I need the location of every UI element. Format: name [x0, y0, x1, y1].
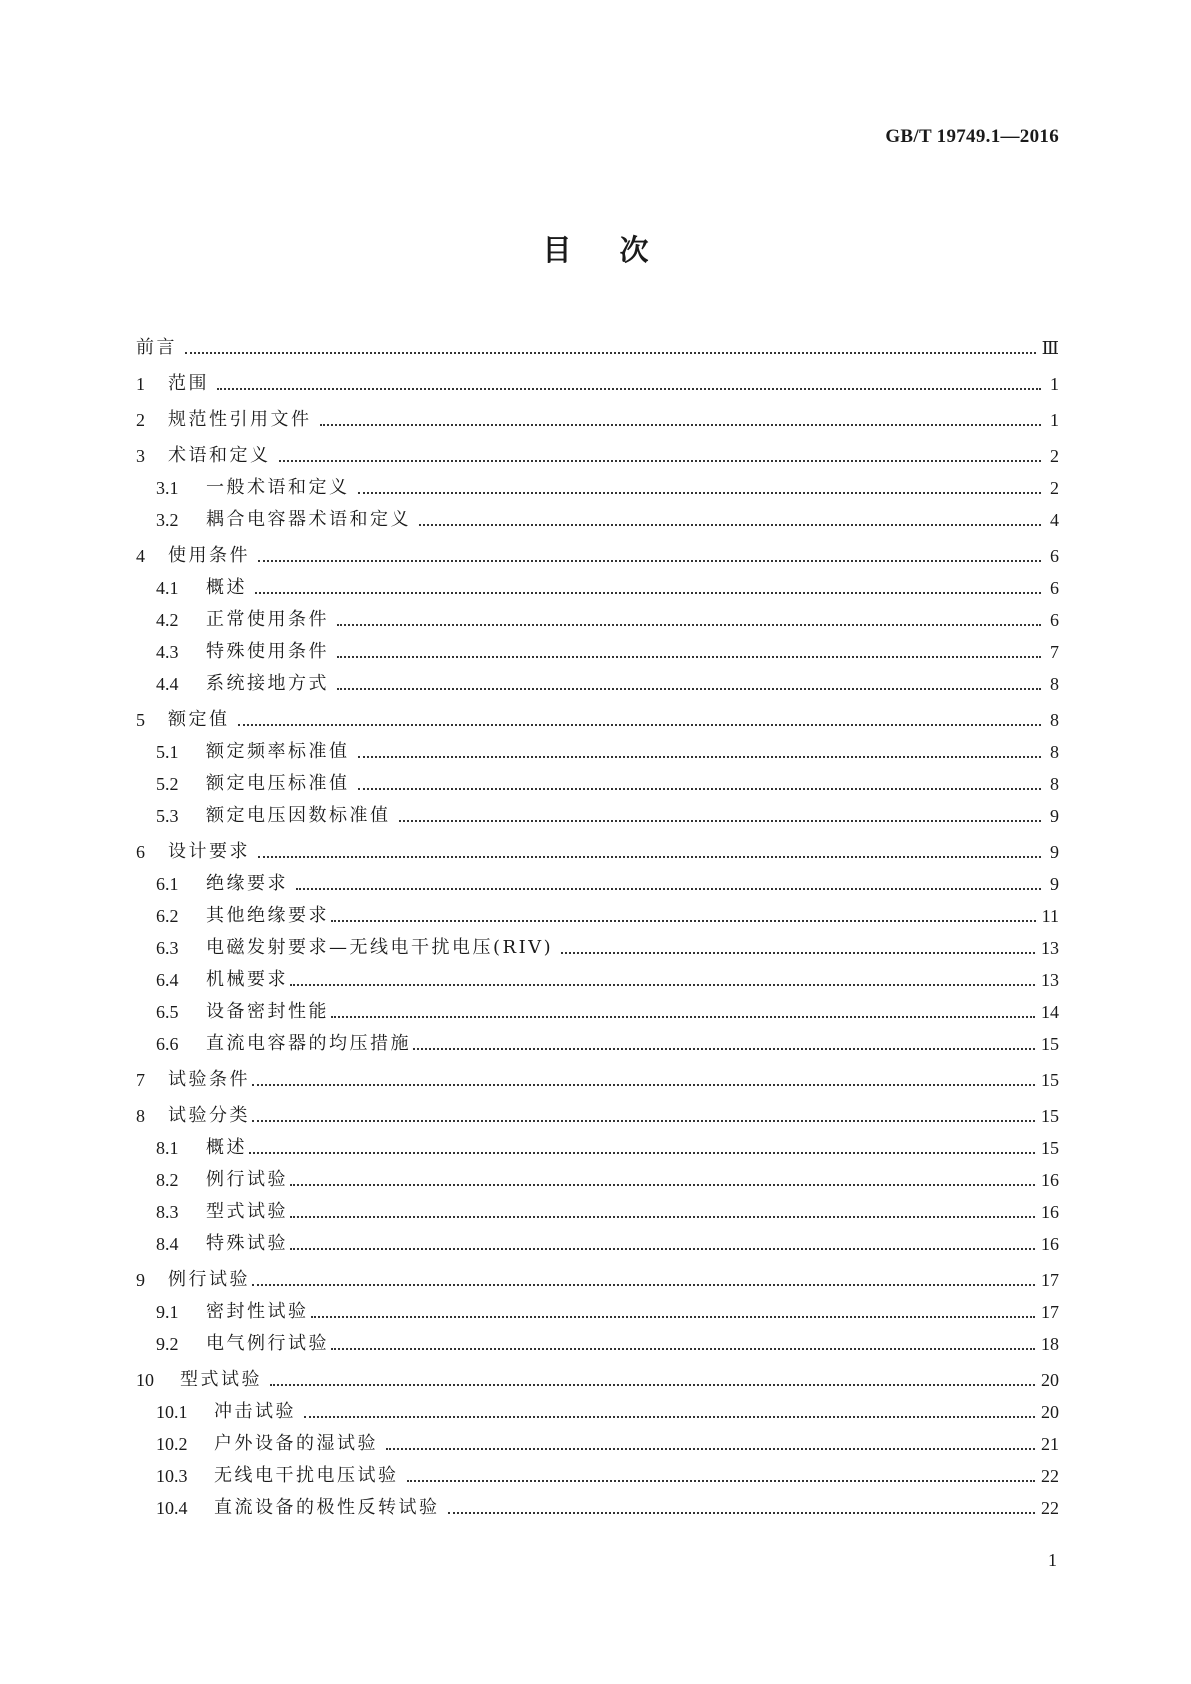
- toc-leader-dots: [249, 1151, 1035, 1154]
- toc-entry-number: 6.3: [156, 938, 179, 958]
- toc-entry-title: 户外设备的湿试验: [214, 1433, 378, 1454]
- toc-entry-page: 20: [1041, 1402, 1059, 1422]
- toc-entry-page: 6: [1050, 578, 1059, 598]
- toc-entry-number: 4.3: [156, 642, 179, 662]
- toc-entry-number: 9.2: [156, 1334, 179, 1354]
- toc-entry-page: 15: [1041, 1138, 1059, 1158]
- toc-leader-dots: [386, 1447, 1035, 1450]
- toc-entry-page: 16: [1041, 1234, 1059, 1254]
- toc-entry-number: 6.6: [156, 1034, 179, 1054]
- toc-entry-title: 型式试验: [180, 1369, 262, 1390]
- toc-entry-title: 系统接地方式: [206, 673, 329, 694]
- toc-entry-title: 直流设备的极性反转试验: [214, 1497, 440, 1518]
- toc-leader-dots: [270, 1383, 1035, 1386]
- toc-leader-dots: [331, 919, 1036, 922]
- toc-entry-title: 试验条件: [168, 1069, 250, 1090]
- toc-entry-title: 额定电压标准值: [206, 773, 350, 794]
- toc-entry-number: 4.4: [156, 674, 179, 694]
- toc-entry[interactable]: [136, 1456, 1059, 1488]
- toc-entry-title: 设备密封性能: [206, 1001, 329, 1022]
- toc-leader-dots: [448, 1511, 1036, 1514]
- toc-leader-dots: [407, 1479, 1036, 1482]
- toc-entry-page: 13: [1041, 938, 1059, 958]
- toc-entry[interactable]: [136, 864, 1059, 896]
- toc-entry-page: 22: [1041, 1498, 1059, 1518]
- toc-entry-page: 1: [1050, 374, 1059, 394]
- toc-entry-page: 7: [1050, 642, 1059, 662]
- toc-title: 目次: [542, 233, 697, 267]
- toc-leader-dots: [561, 951, 1035, 954]
- toc-entry-page: 16: [1041, 1170, 1059, 1190]
- toc-entry[interactable]: [136, 1160, 1059, 1192]
- toc-entry-title: 直流电容器的均压措施: [206, 1033, 411, 1054]
- toc-entry-title: 耦合电容器术语和定义: [206, 509, 411, 530]
- toc-entry-page: 11: [1041, 906, 1059, 926]
- toc-leader-dots: [279, 459, 1042, 462]
- toc-entry-page: 9: [1050, 874, 1059, 894]
- toc-entry[interactable]: [136, 468, 1059, 500]
- toc-entry[interactable]: [136, 1257, 1059, 1292]
- toc-entry[interactable]: [136, 1324, 1059, 1356]
- toc-entry-number: 6.1: [156, 874, 179, 894]
- toc-leader-dots: [304, 1415, 1035, 1418]
- toc-entry[interactable]: [136, 829, 1059, 864]
- toc-entry-page: 20: [1041, 1370, 1059, 1390]
- toc-entry-title: 概述: [206, 577, 247, 598]
- toc-entry-page: 6: [1050, 610, 1059, 630]
- toc-entry-title: 额定电压因数标准值: [206, 805, 391, 826]
- toc-leader-dots: [290, 1183, 1035, 1186]
- toc-entry-title: 额定频率标准值: [206, 741, 350, 762]
- toc-entry-title: 规范性引用文件: [168, 409, 312, 430]
- toc-entry-title: 电气例行试验: [206, 1333, 329, 1354]
- toc-entry-number: 1: [136, 374, 145, 394]
- toc-entry-title: 额定值: [168, 709, 230, 730]
- toc-leader-dots: [419, 523, 1041, 526]
- standard-number: GB/T 19749.1—2016: [885, 126, 1059, 147]
- toc-entry-number: 5.1: [156, 742, 179, 762]
- toc-entry-number: 10.1: [156, 1402, 188, 1422]
- toc-entry[interactable]: [136, 992, 1059, 1024]
- toc-entry-page: 15: [1041, 1106, 1059, 1126]
- toc-entry-title: 前言: [136, 337, 177, 358]
- toc-entry-number: 10.4: [156, 1498, 188, 1518]
- toc-entry[interactable]: [136, 1128, 1059, 1160]
- toc-leader-dots: [358, 755, 1042, 758]
- toc-entry-number: 3.1: [156, 478, 179, 498]
- toc-entry-page: 13: [1041, 970, 1059, 990]
- toc-entry[interactable]: [136, 600, 1059, 632]
- toc-leader-dots: [258, 855, 1041, 858]
- toc-entry[interactable]: [136, 632, 1059, 664]
- toc-leader-dots: [258, 559, 1041, 562]
- toc-entry[interactable]: [136, 1392, 1059, 1424]
- toc-entry-page: 8: [1050, 674, 1059, 694]
- toc-leader-dots: [413, 1047, 1035, 1050]
- toc-entry-number: 6.2: [156, 906, 179, 926]
- toc-entry-title: 冲击试验: [214, 1401, 296, 1422]
- toc-entry[interactable]: [136, 764, 1059, 796]
- toc-entry[interactable]: [136, 397, 1059, 432]
- toc-entry[interactable]: [136, 732, 1059, 764]
- toc-entry-page: 17: [1041, 1302, 1059, 1322]
- toc-entry[interactable]: [136, 1192, 1059, 1224]
- toc-entry-number: 7: [136, 1070, 145, 1090]
- toc-entry[interactable]: [136, 697, 1059, 732]
- toc-entry-title: 机械要求: [206, 969, 288, 990]
- toc-entry-number: 9: [136, 1270, 145, 1290]
- toc-leader-dots: [320, 423, 1042, 426]
- toc-leader-dots: [238, 723, 1042, 726]
- toc-entry-title: 试验分类: [168, 1105, 250, 1126]
- toc-leader-dots: [296, 887, 1041, 890]
- toc-entry[interactable]: [136, 1057, 1059, 1092]
- toc-entry-title: 其他绝缘要求: [206, 905, 329, 926]
- toc-entry[interactable]: [136, 568, 1059, 600]
- toc-entry-title: 密封性试验: [206, 1301, 309, 1322]
- toc-leader-dots: [337, 623, 1041, 626]
- toc-entry-title: 概述: [206, 1137, 247, 1158]
- toc-entry[interactable]: [136, 1224, 1059, 1256]
- toc-entry-title: 一般术语和定义: [206, 477, 350, 498]
- toc-entry[interactable]: [136, 664, 1059, 696]
- toc-entry-page: 1: [1050, 410, 1059, 430]
- toc-entry-number: 4: [136, 546, 145, 566]
- toc-entry-title: 正常使用条件: [206, 609, 329, 630]
- toc-entry-page: 2: [1050, 478, 1059, 498]
- toc-entry[interactable]: [136, 1093, 1059, 1128]
- toc-entry-title: 特殊试验: [206, 1233, 288, 1254]
- toc-entry-title: 绝缘要求: [206, 873, 288, 894]
- toc-entry-page: 9: [1050, 842, 1059, 862]
- toc-entry-title: 范围: [168, 373, 209, 394]
- toc-entry[interactable]: [136, 796, 1059, 828]
- toc-entry-number: 4.2: [156, 610, 179, 630]
- toc-entry-number: 3: [136, 446, 145, 466]
- toc-entry-number: 8: [136, 1106, 145, 1126]
- toc-entry-title: 术语和定义: [168, 445, 271, 466]
- toc-entry-title: 特殊使用条件: [206, 641, 329, 662]
- toc-entry[interactable]: [136, 336, 1059, 360]
- toc-entry-number: 2: [136, 410, 145, 430]
- toc-entry[interactable]: [136, 500, 1059, 532]
- toc-entry-page: Ⅲ: [1041, 338, 1059, 358]
- toc-entry[interactable]: [136, 928, 1059, 960]
- toc-entry[interactable]: [136, 1292, 1059, 1324]
- toc-entry-title: 电磁发射要求—无线电干扰电压(RIV): [206, 937, 554, 958]
- toc-entry-page: 15: [1041, 1034, 1059, 1054]
- toc-entry-number: 10: [136, 1370, 154, 1390]
- toc-entry-number: 10.2: [156, 1434, 188, 1454]
- toc-entry-number: 5: [136, 710, 145, 730]
- toc-entry-title: 例行试验: [206, 1169, 288, 1190]
- toc-entry-page: 8: [1050, 710, 1059, 730]
- table-of-contents: [136, 336, 1059, 1520]
- toc-entry-number: 5.3: [156, 806, 179, 826]
- toc-entry-page: 4: [1050, 510, 1059, 530]
- toc-leader-dots: [255, 591, 1041, 594]
- toc-entry-title: 无线电干扰电压试验: [214, 1465, 399, 1486]
- toc-entry-title: 使用条件: [168, 545, 250, 566]
- toc-leader-dots: [337, 655, 1041, 658]
- toc-entry[interactable]: [136, 960, 1059, 992]
- toc-entry-number: 6: [136, 842, 145, 862]
- toc-entry-number: 9.1: [156, 1302, 179, 1322]
- toc-entry-page: 6: [1050, 546, 1059, 566]
- toc-entry-number: 6.5: [156, 1002, 179, 1022]
- toc-entry-number: 8.3: [156, 1202, 179, 1222]
- toc-leader-dots: [358, 491, 1042, 494]
- toc-leader-dots: [217, 387, 1041, 390]
- toc-entry-page: 22: [1041, 1466, 1059, 1486]
- toc-leader-dots: [399, 819, 1042, 822]
- toc-leader-dots: [252, 1083, 1035, 1086]
- toc-leader-dots: [290, 1247, 1035, 1250]
- toc-entry-title: 设计要求: [168, 841, 250, 862]
- toc-entry-page: 9: [1050, 806, 1059, 826]
- toc-entry-number: 6.4: [156, 970, 179, 990]
- toc-leader-dots: [358, 787, 1042, 790]
- toc-entry-page: 17: [1041, 1270, 1059, 1290]
- toc-leader-dots: [337, 687, 1041, 690]
- toc-leader-dots: [311, 1315, 1036, 1318]
- toc-entry-number: 8.2: [156, 1170, 179, 1190]
- toc-entry-page: 8: [1050, 774, 1059, 794]
- toc-entry-number: 8.4: [156, 1234, 179, 1254]
- toc-entry-number: 4.1: [156, 578, 179, 598]
- toc-entry-page: 18: [1041, 1334, 1059, 1354]
- toc-leader-dots: [252, 1283, 1035, 1286]
- toc-leader-dots: [331, 1015, 1035, 1018]
- toc-entry[interactable]: [136, 1024, 1059, 1056]
- toc-entry[interactable]: [136, 1424, 1059, 1456]
- toc-entry-number: 8.1: [156, 1138, 179, 1158]
- toc-entry-number: 10.3: [156, 1466, 188, 1486]
- toc-entry-page: 2: [1050, 446, 1059, 466]
- toc-entry[interactable]: [136, 433, 1059, 468]
- toc-entry[interactable]: [136, 361, 1059, 396]
- toc-leader-dots: [290, 983, 1035, 986]
- toc-entry-page: 21: [1041, 1434, 1059, 1454]
- toc-entry[interactable]: [136, 1357, 1059, 1392]
- toc-entry-page: 16: [1041, 1202, 1059, 1222]
- toc-entry-number: 3.2: [156, 510, 179, 530]
- toc-entry-page: 8: [1050, 742, 1059, 762]
- toc-entry-title: 型式试验: [206, 1201, 288, 1222]
- toc-leader-dots: [331, 1347, 1035, 1350]
- toc-leader-dots: [290, 1215, 1035, 1218]
- page-number: 1: [1048, 1550, 1057, 1570]
- toc-entry[interactable]: [136, 533, 1059, 568]
- toc-entry-page: 14: [1041, 1002, 1059, 1022]
- toc-entry-title: 例行试验: [168, 1269, 250, 1290]
- toc-entry[interactable]: [136, 1488, 1059, 1520]
- toc-entry-number: 5.2: [156, 774, 179, 794]
- toc-entry-page: 15: [1041, 1070, 1059, 1090]
- toc-leader-dots: [185, 351, 1036, 354]
- toc-entry[interactable]: [136, 896, 1059, 928]
- toc-leader-dots: [252, 1119, 1035, 1122]
